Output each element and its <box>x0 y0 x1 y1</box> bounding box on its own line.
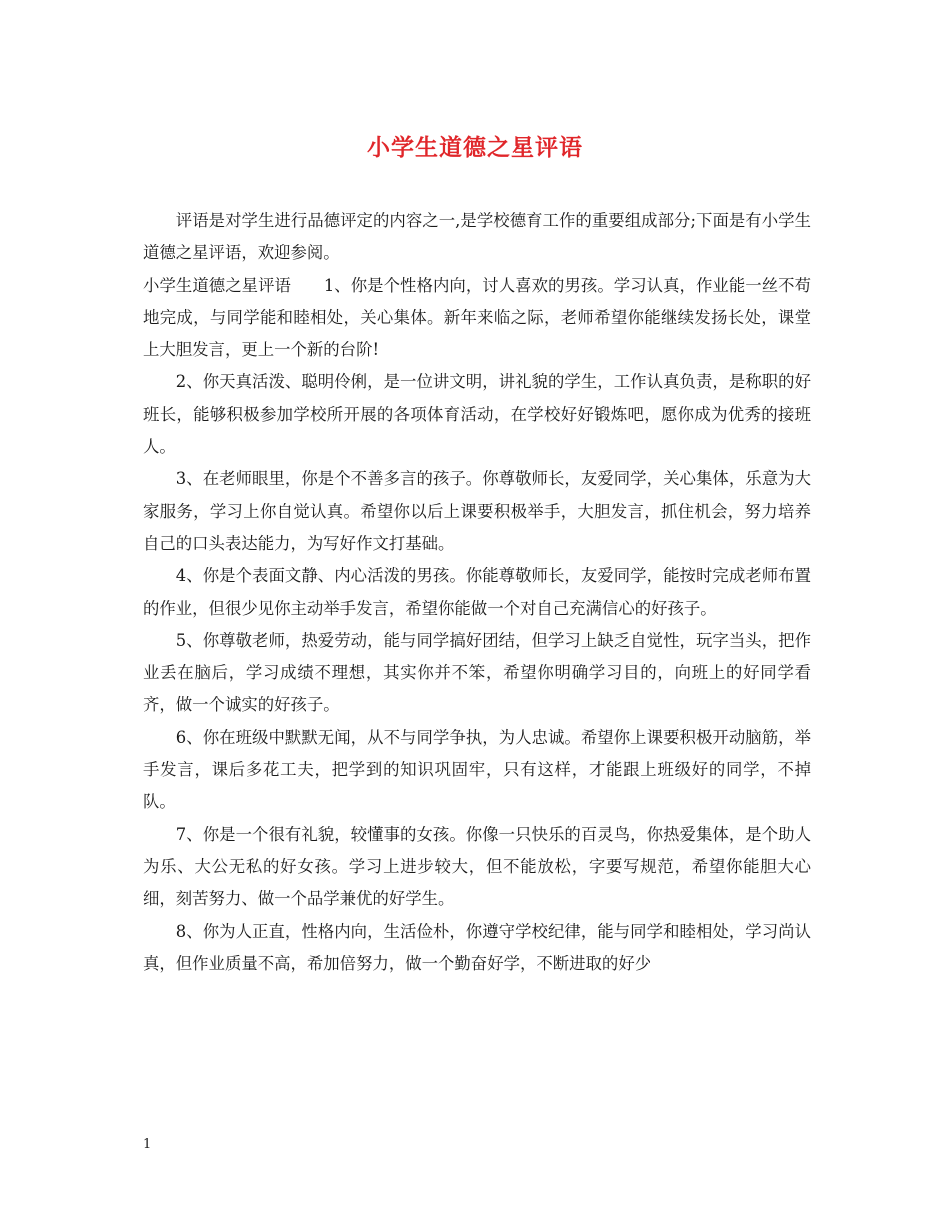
intro-paragraph: 评语是对学生进行品德评定的内容之一,是学校德育工作的重要组成部分;下面是有小学生道德之星评语，欢迎参阅。 <box>143 211 811 263</box>
document-body <box>143 205 811 980</box>
paragraph-item-6: 6、你在班级中默默无闻，从不与同学争执，为人忠诚。希望你上课要积极开动脑筋，举手发言，课后多花工夫，把学到的知识巩固牢，只有这样，才能跟上班级好的同学，不掉队。 <box>143 727 811 812</box>
paragraph-item-2: 2、你天真活泼、聪明伶俐，是一位讲文明，讲礼貌的学生，工作认真负责，是称职的好班长，能够积极参加学校所开展的各项体育活动，在学校好好锻炼吧，愿你成为优秀的接班人。 <box>143 372 811 457</box>
paragraph-item-8: 8、你为人正直，性格内向，生活俭朴，你遵守学校纪律，能与同学和睦相处，学习尚认真，但作业质量不高，希加倍努力，做一个勤奋好学，不断进取的好少 <box>143 921 811 973</box>
paragraph-item-1: 小学生道德之星评语 1、你是个性格内向，讨人喜欢的男孩。学习认真，作业能一丝不苟地完成，与同学能和睦相处，关心集体。新年来临之际，老师希望你能继续发扬长处，课堂上大胆发言，更上一个新的台阶! <box>143 275 811 360</box>
page-number: 1 <box>143 1137 152 1152</box>
page-title: 小学生道德之星评语 <box>367 134 583 161</box>
paragraph-item-3: 3、在老师眼里，你是个不善多言的孩子。你尊敬师长，友爱同学，关心集体，乐意为大家服务，学习上你自觉认真。希望你以后上课要积极举手，大胆发言，抓住机会，努力培养自己的口头表达能力，为写好作文打基础。 <box>143 469 811 553</box>
paragraph-item-4: 4、你是个表面文静、内心活泼的男孩。你能尊敬师长，友爱同学，能按时完成老师布置的作业，但很少见你主动举手发言，希望你能做一个对自己充满信心的好孩子。 <box>143 566 811 618</box>
paragraph-item-7: 7、你是一个很有礼貌，较懂事的女孩。你像一只快乐的百灵鸟，你热爱集体，是个助人为乐、大公无私的好女孩。学习上进步较大，但不能放松，字要写规范，希望你能胆大心细，刻苦努力、做一个品学兼优的好学生。 <box>143 824 811 909</box>
paragraph-item-5: 5、你尊敬老师，热爱劳动，能与同学搞好团结，但学习上缺乏自觉性，玩字当头，把作业丢在脑后，学习成绩不理想，其实你并不笨，希望你明确学习目的，向班上的好同学看齐，做一个诚实的好孩子。 <box>143 630 811 715</box>
